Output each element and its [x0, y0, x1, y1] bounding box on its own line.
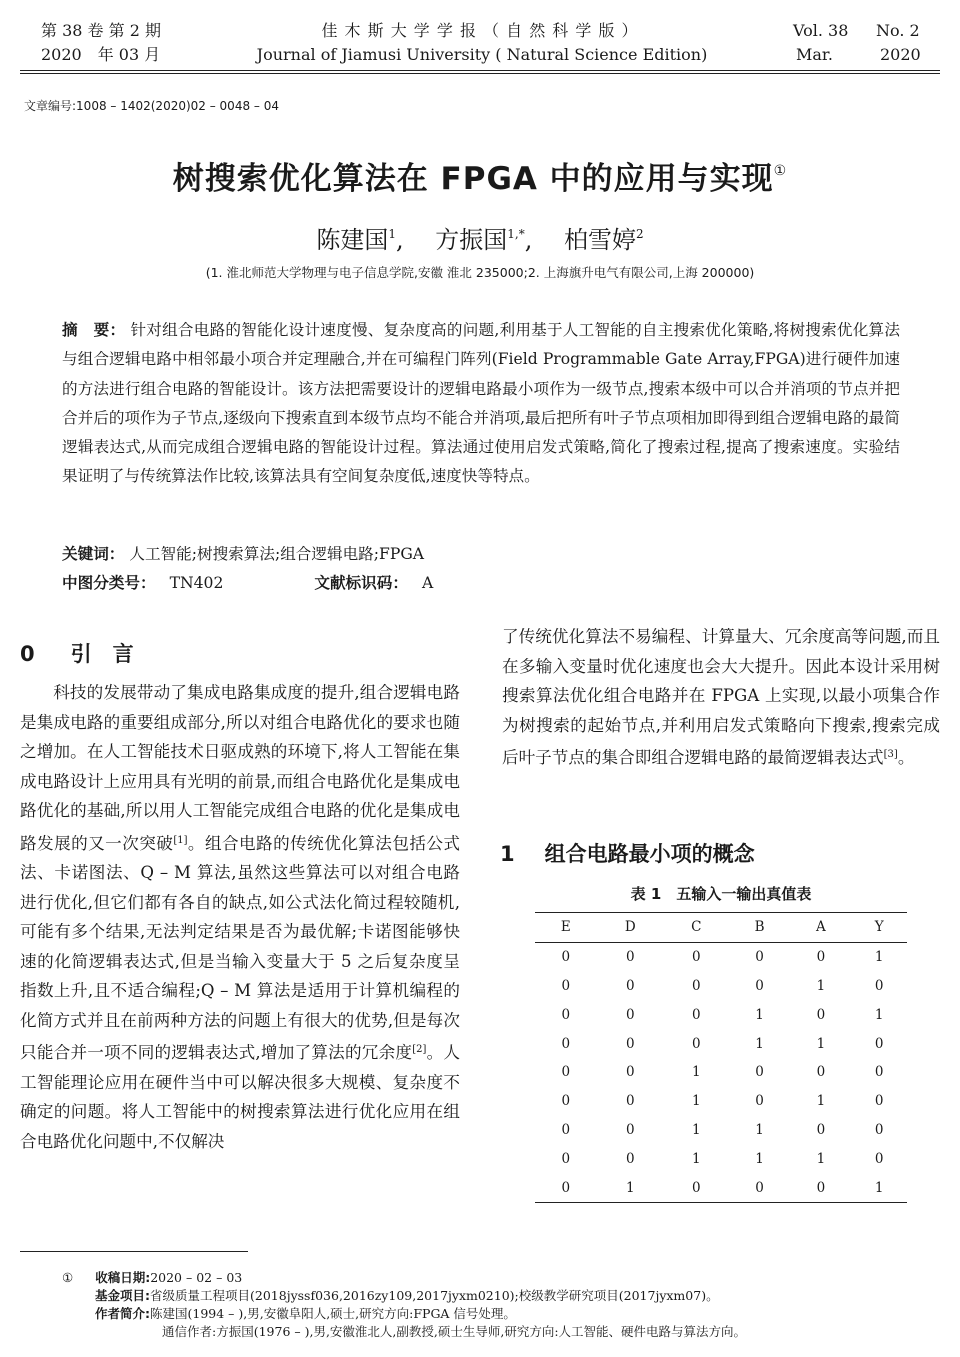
table-cell: 0: [561, 1150, 571, 1167]
header-rule-top: [20, 70, 940, 71]
table-cell: 0: [874, 1121, 884, 1138]
table-cell: 0: [874, 1035, 884, 1052]
footnote-author: [95, 1305, 516, 1323]
table-cell: 0: [561, 977, 571, 994]
header-rule-bottom: [20, 73, 940, 74]
section-number: 1: [500, 842, 515, 866]
table-header-cell: D: [624, 919, 636, 936]
author-affil-mark: 1: [388, 227, 396, 241]
table-cell: 1: [874, 1179, 884, 1196]
table-row: [535, 1087, 907, 1116]
table-cell: 0: [692, 1179, 701, 1196]
header-no-en: No. 2: [876, 21, 920, 40]
table-cell: 1: [816, 1150, 826, 1167]
affiliation: (1. 淮北师范大学物理与电子信息学院,安徽 淮北 235000;2. 上海旗升电气有限公司,上海 200000): [205, 265, 755, 280]
table-caption: 表 1 五输入一输出真值表: [630, 885, 812, 903]
truth-table: [535, 912, 907, 1203]
table-header-row: [535, 913, 907, 943]
abstract-label: 摘 要：: [62, 321, 126, 339]
table-cell: 0: [625, 1006, 635, 1023]
section-title: 组合电路最小项的概念: [544, 842, 755, 866]
table-cell: 1: [755, 1121, 764, 1138]
classification: [62, 571, 902, 593]
table-cell: 0: [692, 977, 701, 994]
footnote-text: 2020 – 02 – 03: [150, 1270, 243, 1285]
table-cell: 1: [625, 1179, 635, 1196]
footnote-label: 收稿日期:: [95, 1270, 151, 1285]
section-title: 引 言: [70, 642, 134, 666]
table-cell: 0: [625, 1121, 635, 1138]
table-cell: 1: [755, 1150, 764, 1167]
author-name: 陈建国: [316, 226, 389, 254]
paragraph-text: 。人工智能理论应用在硬件当中可以解决很多大规模、复杂度不确定的问题。将人工智能中的树搜索算法进行优化应用在组合电路优化问题中,不仅解决: [20, 1043, 461, 1151]
table-cell: 1: [692, 1064, 701, 1081]
section-number: 0: [20, 642, 35, 666]
table-cell: 0: [755, 1093, 764, 1110]
table-cell: 1: [816, 977, 826, 994]
table-cell: 0: [625, 949, 635, 966]
table-cell: 0: [561, 1064, 571, 1081]
table-cell: 1: [816, 1035, 826, 1052]
table-cell: 0: [816, 1179, 826, 1196]
table-row: [535, 1144, 907, 1173]
article-id: 文章编号:1008 – 1402(2020)02 – 0048 – 04: [24, 99, 279, 113]
keywords-text: 人工智能;树搜索算法;组合逻辑电路;FPGA: [129, 545, 425, 563]
table-cell: 0: [816, 1121, 826, 1138]
author-name: 柏雪婷: [563, 226, 636, 254]
table-cell: 0: [816, 949, 826, 966]
header-volume-issue: 第 38 卷 第 2 期: [41, 21, 161, 40]
table-cell: 0: [755, 977, 764, 994]
table-header-cell: Y: [874, 919, 884, 936]
table-header-cell: A: [816, 919, 826, 936]
title-footnote-mark: ①: [773, 163, 788, 179]
author-affil-mark: 2: [635, 227, 644, 241]
section-0-heading: [20, 638, 134, 668]
citation: [2]: [412, 1044, 427, 1055]
table-cell: 0: [625, 1064, 635, 1081]
abstract: [62, 316, 900, 492]
paper-title-text: 树搜索优化算法在 FPGA 中的应用与实现: [172, 161, 774, 197]
table-cell: 0: [561, 1035, 571, 1052]
paragraph-text: 了传统优化算法不易编程、计算量大、冗余度高等问题,而且在多输入变量时优化速度也会大大提升。因此本设计采用树搜索算法优化组合电路并在 FPGA 上实现,以最小项集合作为树搜索的起始节点,并利用启发式策略向下搜索,搜索完成后叶子节点的集合即组合逻辑电路的最简逻辑表达式: [502, 627, 940, 767]
table-cell: 1: [755, 1035, 764, 1052]
table-row: [535, 1116, 907, 1145]
paragraph-text: 科技的发展带动了集成电路集成度的提升,组合逻辑电路是集成电路的重要组成部分,所以对组合电路优化的要求也随之增加。在人工智能技术日驱成熟的环境下,将人工智能在集成电路设计上应用具有光明的前景,而组合电路优化是集成电路优化的基础,所以用人工智能完成组合电路的优化是集成电路发展的又一次突破: [20, 683, 460, 853]
section-1-heading: [500, 838, 755, 868]
citation: [1]: [173, 834, 188, 846]
author-list: 陈建国$^1$, 方振国$^{1,*}$, 柏雪婷$^2$: [316, 226, 644, 254]
table-cell: 0: [874, 1150, 884, 1167]
table-cell: 0: [692, 949, 701, 966]
table-header-cell: B: [754, 919, 765, 936]
table-cell: 0: [561, 949, 571, 966]
footnote-rule: [20, 1251, 248, 1252]
footnote-label: 作者简介:: [95, 1306, 150, 1321]
footnote-text: 省级质量工程项目(2018jyssf036,2016zy109,2017jyxm0210);校级教学研究项目(2017jyxm07)。: [150, 1288, 719, 1303]
table-row: [535, 1173, 907, 1202]
table-cell: 0: [561, 1121, 571, 1138]
header-journal-en: Journal of Jiamusi University ( Natural Science Edition): [256, 45, 708, 64]
keywords: [62, 542, 424, 564]
table-cell: 0: [625, 1150, 635, 1167]
table-cell: 0: [625, 1093, 635, 1110]
header-vol-en: Vol. 38: [793, 21, 849, 40]
header-month-en: Mar.: [796, 45, 833, 64]
table-cell: 0: [561, 1093, 571, 1110]
paragraph-text: 。组合电路的传统优化算法包括公式法、卡诺图法、Q – M 算法,虽然这些算法可以对组合电路进行优化,但它们都有各自的缺点,如公式法化简过程较随机,可能有多个结果,无法判定结果是否为最优解;卡诺图能够快速的化简逻辑表达式,但是当输入变量大于 5 之后复杂度呈指数上升,且不适合编程;Q – M 算法是适用于计算机编程的化简方式并且在前两种方法的问题上有很大的优势,但是每次只能合并一项不同的逻辑表达式,增加了算法的冗余度: [20, 833, 461, 1062]
table-cell: 0: [692, 1006, 701, 1023]
footnote-fund: [95, 1287, 719, 1305]
left-column: [20, 678, 460, 1156]
table-cell: 1: [755, 1006, 764, 1023]
table-cell: 0: [692, 1035, 701, 1052]
right-column: [502, 622, 940, 773]
table-cell: 1: [692, 1121, 701, 1138]
header-journal-cn: 佳 木 斯 大 学 学 报 （ 自 然 科 学 版 ）: [321, 21, 639, 40]
table-cell: 0: [816, 1064, 826, 1081]
footnote-mark: ①: [62, 1270, 74, 1285]
paragraph-text: 。: [897, 748, 915, 767]
author-affil-mark: 1,*: [507, 227, 525, 241]
table-cell: 0: [874, 1064, 884, 1081]
author-name: 方振国: [435, 226, 508, 254]
footnote-received: [62, 1269, 242, 1287]
table-cell: 0: [816, 1006, 826, 1023]
table-cell: 0: [625, 977, 635, 994]
clc-value: TN402: [169, 574, 224, 592]
clc-label: 中图分类号：: [62, 574, 156, 592]
table-cell: 0: [755, 949, 764, 966]
table-cell: 0: [561, 1179, 571, 1196]
footnote-corresponding: 通信作者:方振国(1976 – ),男,安徽淮北人,副教授,硕士生导师,研究方向:人工智能、硬件电路与算法方向。: [162, 1324, 747, 1339]
citation: [3]: [883, 749, 898, 760]
intro-paragraph-continued: [502, 622, 940, 773]
table-row: [535, 1000, 907, 1029]
paper-title: [0, 153, 960, 198]
keywords-label: 关键词：: [62, 545, 125, 563]
table-cell: 0: [874, 1093, 884, 1110]
abstract-text: 针对组合电路的智能化设计速度慢、复杂度高的问题,利用基于人工智能的自主搜索优化策略,将树搜索优化算法与组合逻辑电路中相邻最小项合并定理融合,并在可编程门阵列(Field Programmable Gate Array,FPGA)进行硬件加速的方法进行组合电路的智能设计。该方法把需要设计的逻辑电路最小项作为一级节点,搜索本级中可以合并消项的节点并把合并后的项作为子节点,逐级向下搜索直到本级节点均不能合并消项,最后把所有叶子节点项相加即得到组合逻辑电路的最简逻辑表达式,从而完成组合逻辑电路的智能设计过程。算法通过使用启发式策略,简化了搜索过程,提高了搜索速度。实验结果证明了与传统算法作比较,该算法具有空间复杂度低,速度快等特点。: [62, 321, 900, 486]
header-year-en: 2020: [880, 45, 921, 64]
table-cell: 1: [692, 1150, 701, 1167]
doc-code-label: 文献标识码：: [314, 574, 408, 592]
table-row: [535, 942, 907, 971]
table-row: [535, 1058, 907, 1087]
table-cell: 0: [625, 1035, 635, 1052]
table-cell: 1: [816, 1093, 826, 1110]
header-date: 2020 年 03 月: [41, 45, 161, 64]
doc-code-value: A: [421, 574, 434, 592]
intro-paragraph: [20, 678, 460, 1156]
table-cell: 0: [755, 1064, 764, 1081]
table-cell: 1: [874, 1006, 884, 1023]
table-header-cell: C: [691, 919, 702, 936]
footnote-text: 陈建国(1994 – ),男,安徽阜阳人,硕士,研究方向:FPGA 信号处理。: [150, 1306, 516, 1321]
table-row: [535, 972, 907, 1001]
table-cell: 0: [874, 977, 884, 994]
table-row: [535, 1029, 907, 1058]
table-cell: 0: [561, 1006, 571, 1023]
footnote-label: 基金项目:: [95, 1288, 150, 1303]
table-cell: 1: [692, 1093, 701, 1110]
table-cell: 1: [874, 949, 884, 966]
table-cell: 0: [755, 1179, 764, 1196]
table-header-cell: E: [560, 919, 571, 936]
